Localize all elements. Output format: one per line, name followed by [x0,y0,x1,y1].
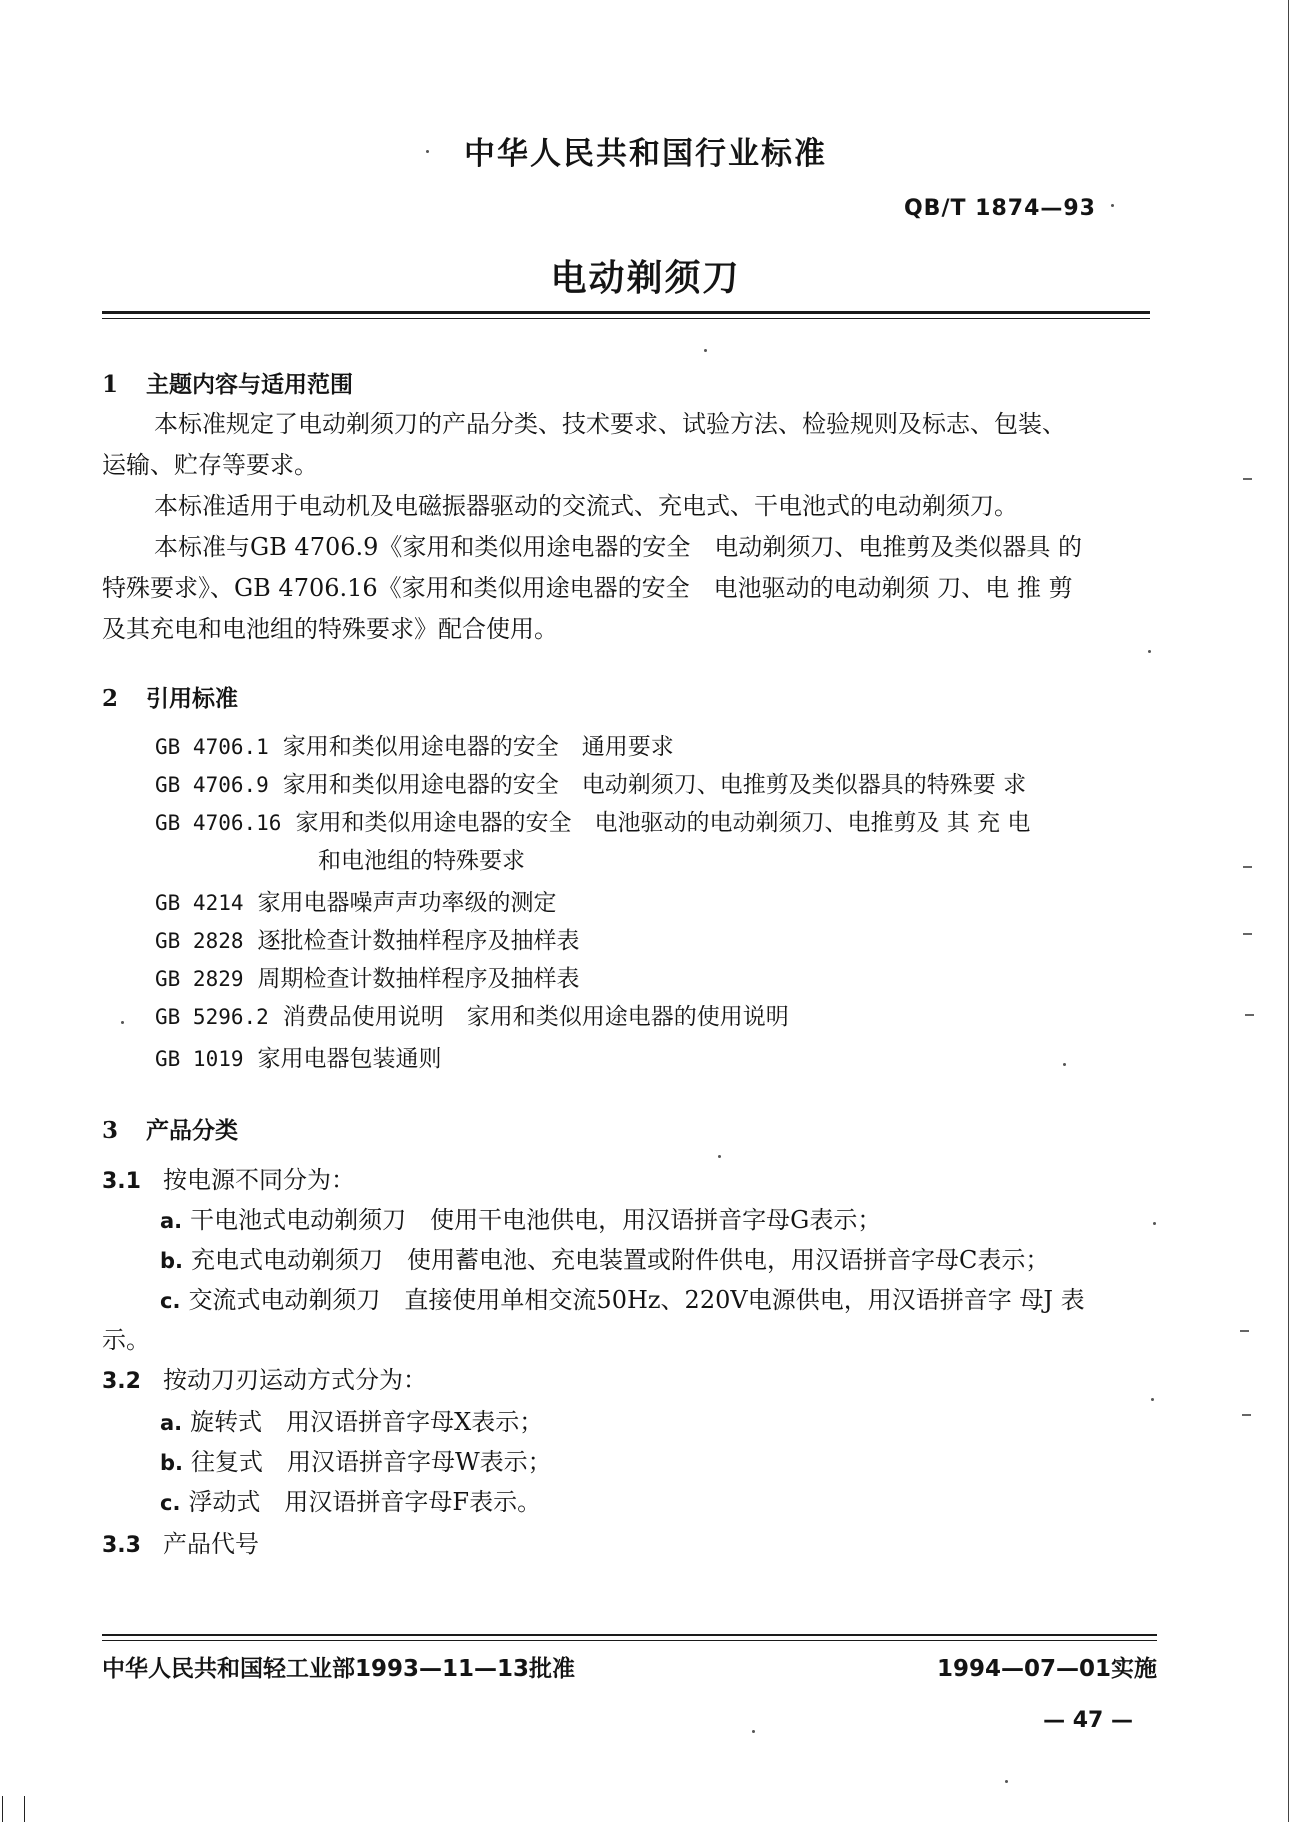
reference-continuation: 和电池组的特殊要求 [318,848,525,874]
section-3-heading [102,1112,238,1145]
reference-code: GB 4706.9 [155,773,269,797]
scan-speck [1148,650,1151,653]
approval-line: 中华人民共和国轻工业部1993—11—13批准 [102,1656,576,1682]
paragraph-line: 本标准适用于电动机及电磁振器驱动的交流式、充电式、干电池式的电动剃须刀。 [154,492,1018,520]
clause-number: 3.1 [102,1169,141,1194]
paragraph-line: 特殊要求》、GB 4706.16《家用和类似用途电器的安全 电池驱动的电动剃须 刀、电 推 剪 [102,574,1073,602]
effective-date: 1994—07—01实施 [936,1656,1157,1682]
section-number: 2 [102,685,119,712]
reference-code: GB 1019 [155,1047,244,1071]
reference-title: 家用和类似用途电器的安全 电池驱动的电动剃须刀、电推剪及 其 充 电 [295,810,1031,836]
section-number: 3 [102,1117,119,1144]
section-title: 产品分类 [146,1117,239,1144]
standard-category-heading: 中华人民共和国行业标准 [464,136,827,172]
item-label: b. [160,1249,184,1273]
reference-item [155,804,1030,837]
scan-speck [1063,1063,1066,1066]
item-label: c. [160,1491,181,1515]
scan-speck [1153,1222,1156,1225]
item-label: b. [160,1451,184,1475]
scan-mark [1245,1014,1254,1016]
list-item [160,1280,1085,1315]
paragraph-line: 本标准规定了电动剃须刀的产品分类、技术要求、试验方法、检验规则及标志、包装、 [154,410,1066,438]
item-text: 干电池式电动剃须刀 使用干电池供电，用汉语拼音字母G表示； [190,1206,882,1234]
reference-item [155,960,580,993]
reference-item [155,998,789,1031]
scan-corner-mark [24,1796,25,1822]
reference-code: GB 2828 [155,929,244,953]
scan-speck [426,150,429,153]
scan-speck [752,1730,755,1733]
item-text: 往复式 用汉语拼音字母W表示； [191,1448,552,1476]
scan-speck [718,1155,721,1158]
list-item [160,1402,543,1437]
paragraph-line: 本标准与GB 4706.9《家用和类似用途电器的安全 电动剃须刀、电推剪及类似器具 的 [154,533,1083,561]
clause-3-2 [102,1360,427,1395]
clause-text: 按动刀刃运动方式分为： [162,1366,427,1394]
standard-number: QB/T 1874—93 [903,196,1096,221]
reference-code: GB 2829 [155,967,244,991]
item-text: 浮动式 用汉语拼音字母F表示。 [188,1488,542,1516]
scan-speck [121,1021,124,1024]
page-number: — 47 — [1043,1708,1133,1733]
title-rule-thin [102,318,1150,319]
section-title: 主题内容与适用范围 [146,371,354,398]
scan-speck [1151,1398,1154,1401]
reference-item [155,922,580,955]
reference-code: GB 4706.1 [155,735,269,759]
item-label: a. [160,1411,183,1435]
reference-item [155,728,674,761]
scan-mark [1243,933,1252,935]
reference-title: 家用电器包装通则 [257,1046,442,1072]
paragraph-line: 及其充电和电池组的特殊要求》配合使用。 [102,615,558,643]
scan-corner-mark [2,1796,3,1822]
reference-title: 逐批检查计数抽样程序及抽样表 [257,928,580,954]
reference-item [155,1040,442,1073]
reference-title: 家用和类似用途电器的安全 电动剃须刀、电推剪及类似器具的特殊要 求 [282,772,1027,798]
section-number: 1 [102,371,119,398]
list-item [160,1482,541,1517]
reference-code: GB 5296.2 [155,1005,269,1029]
reference-title: 消费品使用说明 家用和类似用途电器的使用说明 [282,1004,789,1030]
list-item [160,1240,1049,1275]
scan-speck [704,349,707,352]
scan-mark [1240,1330,1249,1332]
item-text: 交流式电动剃须刀 直接使用单相交流50Hz、220V电源供电，用汉语拼音字 母J 表 [188,1286,1085,1314]
list-item [160,1200,881,1235]
paragraph-line: 运输、贮存等要求。 [102,451,318,479]
scan-mark [1242,1414,1251,1416]
clause-3-3 [102,1524,259,1559]
list-item [160,1442,552,1477]
section-1-body [102,404,1162,650]
scan-mark [1243,866,1252,868]
scan-speck [1111,204,1114,207]
clause-number: 3.2 [102,1369,141,1394]
reference-title: 周期检查计数抽样程序及抽样表 [257,966,580,992]
clause-3-1 [102,1160,355,1195]
reference-code: GB 4706.16 [155,811,282,835]
section-2-heading [102,680,238,713]
item-label: a. [160,1209,183,1233]
scan-mark [1243,478,1252,480]
footer-rule-thin [102,1640,1157,1641]
section-1-heading [102,366,353,399]
footer-rule [102,1634,1157,1636]
item-text: 旋转式 用汉语拼音字母X表示； [190,1408,544,1436]
document-title: 电动剃须刀 [550,257,741,299]
clause-text: 按电源不同分为： [162,1166,355,1194]
scan-edge-line [1288,0,1289,1822]
clause-text: 产品代号 [162,1530,259,1558]
reference-title: 家用电器噪声声功率级的测定 [257,890,557,916]
item-text: 充电式电动剃须刀 使用蓄电池、充电装置或附件供电，用汉语拼音字母C表示； [191,1246,1050,1274]
scan-speck [1005,1780,1008,1783]
title-rule [102,311,1150,314]
reference-title: 家用和类似用途电器的安全 通用要求 [282,734,674,760]
reference-item [155,766,1026,799]
section-title: 引用标准 [146,685,239,712]
reference-code: GB 4214 [155,891,244,915]
item-label: c. [160,1289,181,1313]
list-item-continuation: 示。 [102,1326,150,1354]
reference-item [155,884,557,917]
clause-number: 3.3 [102,1533,141,1558]
